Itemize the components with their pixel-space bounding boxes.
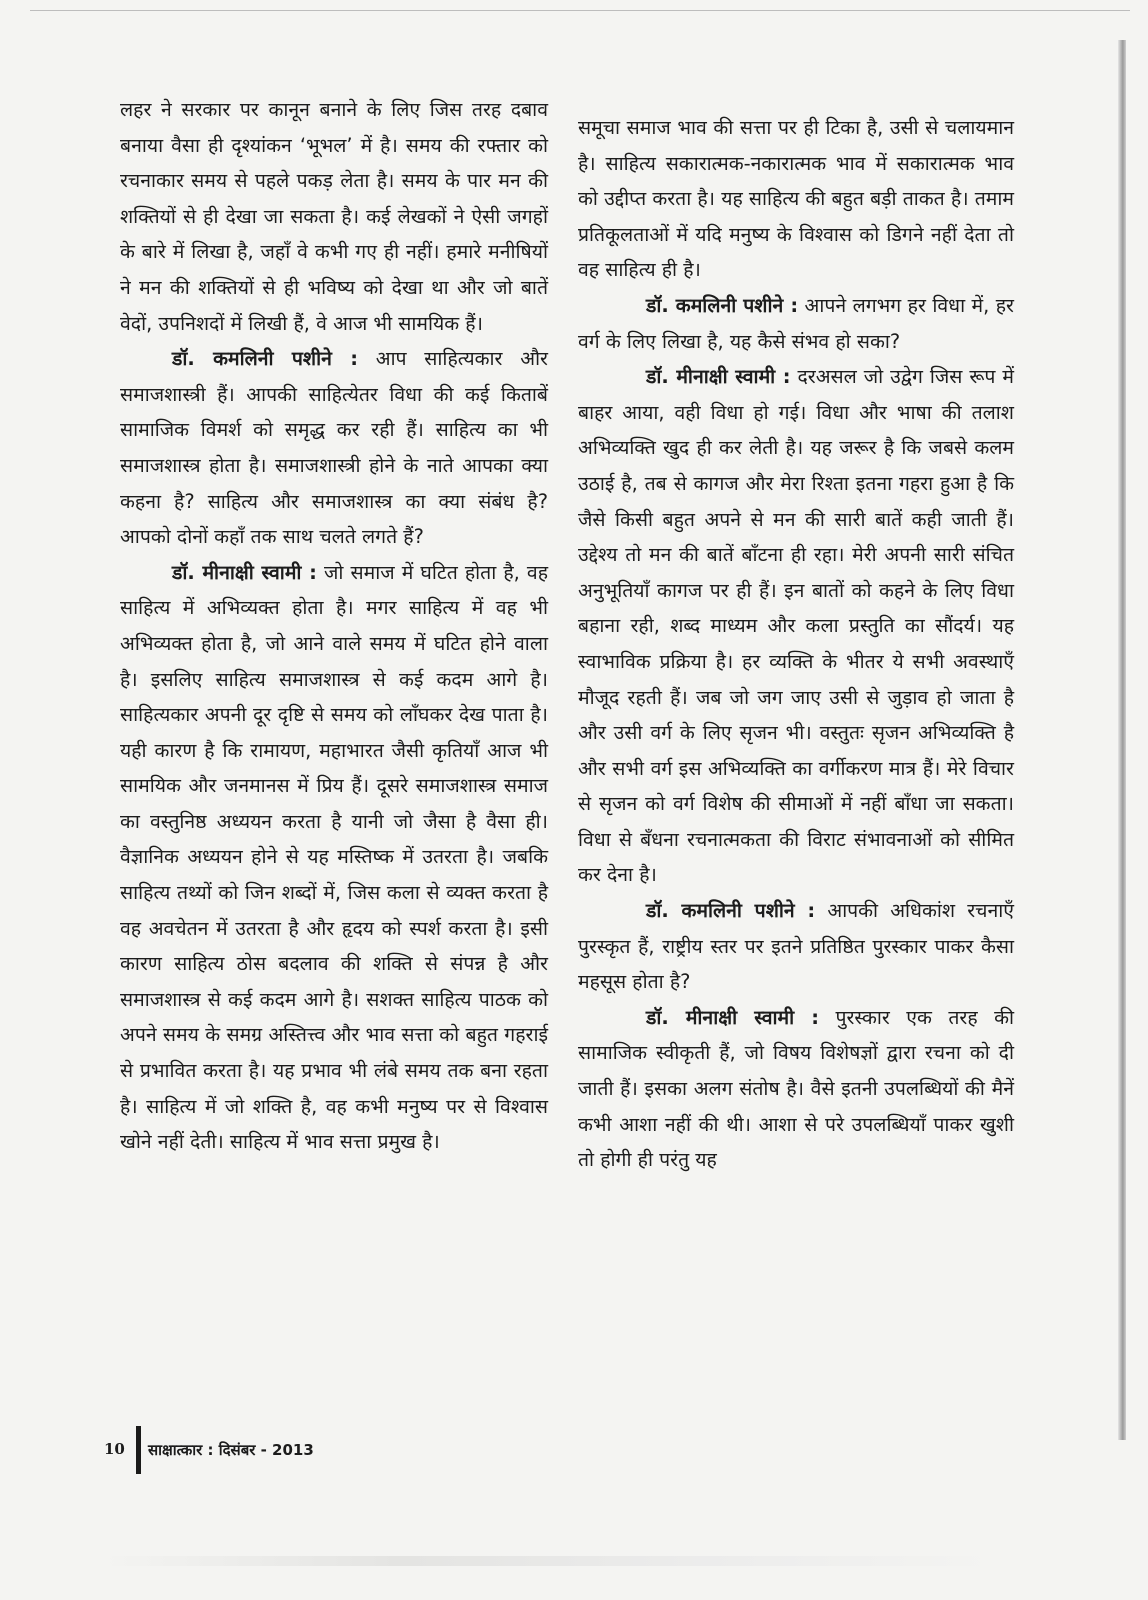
answer-3-speaker: डॉ. मीनाक्षी स्वामी :: [646, 1005, 819, 1029]
footer-divider: [136, 1426, 141, 1474]
question-3: [578, 893, 1014, 1000]
answer-3: [578, 1000, 1014, 1178]
left-column: [120, 92, 548, 1160]
answer-1: [120, 555, 548, 1160]
answer-1-text: जो समाज में घटित होता है, वह साहित्य में अभिव्यक्त होता है। मगर साहित्य में वह भी अभिव्यक्त होता है, जो आने वाले समय में घटित होने वाला है। इसलिए साहित्य समाजशास्त्र से कई कदम आगे है। साहित्यकार अपनी दूर दृष्टि से समय को लाँघकर देख पाता है। यही कारण है कि रामायण, महाभारत जैसी कृतियाँ आज भी सामयिक और जनमानस में प्रिय हैं। दूसरे समाजशास्त्र समाज का वस्तुनिष्ठ अध्ययन करता है यानी जो जैसा है वैसा ही। वैज्ञानिक अध्ययन होने से यह मस्तिष्क में उतरता है। जबकि साहित्य तथ्यों को जिन शब्दों में, जिस कला से व्यक्त करता है वह अवचेतन में उतरता है और हृदय को स्पर्श करता है। इसी कारण साहित्य ठोस बदलाव की शक्ति से संपन्न है और समाजशास्त्र से कई कदम आगे है। सशक्त साहित्य पाठक को अपने समय के समग्र अस्तित्त्व और भाव सत्ता को बहुत गहराई से प्रभावित करता है। यह प्रभाव भी लंबे समय तक बना रहता है। साहित्य में जो शक्ति है, वह कभी मनुष्य पर से विश्वास खोने नहीं देती। साहित्य में भाव सत्ता प्रमुख है।: [120, 560, 548, 1154]
right-paragraph-1: समूचा समाज भाव की सत्ता पर ही टिका है, उसी से चलायमान है। साहित्य सकारात्मक-नकारात्मक भाव में सकारात्मक भाव को उद्दीप्त करता है। यह साहित्य की बहुत बड़ी ताकत है। तमाम प्रतिकूलताओं में यदि मनुष्य के विश्वास को डिगने नहीं देता तो वह साहित्य ही है।: [578, 116, 1014, 282]
page-edge-shadow: [1118, 40, 1126, 1440]
question-3-speaker: डॉ. कमलिनी पशीने :: [646, 899, 816, 923]
question-3-text: आपकी अधिकांश रचनाएँ पुरस्कृत हैं, राष्ट्रीय स्तर पर इतने प्रतिष्ठित पुरस्कार पाकर कैसा महसूस होता है?: [578, 899, 1014, 994]
question-2: [578, 288, 1014, 359]
left-paragraph-1: लहर ने सरकार पर कानून बनाने के लिए जिस तरह दबाव बनाया वैसा ही दृश्यांकन ‘भूभल’ में है। समय की रफ्तार को रचनाकार समय से पहले पकड़ लेता है। समय के पार मन की शक्तियों से ही देखा जा सकता है। कई लेखकों ने ऐसी जगहों के बारे में लिखा है, जहाँ वे कभी गए ही नहीं। हमारे मनीषियों ने मन की शक्तियों से ही भविष्य को देखा था और जो बातें वेदों, उपनिशदों में लिखी हैं, वे आज भी सामयिक हैं।: [120, 98, 548, 335]
scan-shadow: [100, 1556, 1000, 1566]
answer-3-text: पुरस्कार एक तरह की सामाजिक स्वीकृती हैं, जो विषय विशेषज्ञों द्वारा रचना को दी जाती हैं। इसका अलग संतोष है। वैसे इतनी उपलब्धियों की मैनें कभी आशा नहीं की थी। आशा से परे उपलब्धियाँ पाकर खुशी तो होगी ही परंतु यह: [578, 1005, 1015, 1172]
answer-1-speaker: डॉ. मीनाक्षी स्वामी :: [172, 560, 317, 584]
answer-2-text: दरअसल जो उद्वेग जिस रूप में बाहर आया, वही विधा हो गई। विधा और भाषा की तलाश अभिव्यक्ति खुद ही कर लेती है। यह जरूर है कि जबसे कलम उठाई है, तब से कागज और मेरा रिश्ता इतना गहरा हुआ है कि जैसे किसी बहुत अपने से मन की सारी बातें कही जाती हैं। उद्देश्य तो मन की बातें बाँटना ही रहा। मेरी अपनी सारी संचित अनुभूतियाँ कागज पर ही हैं। इन बातों को कहने के लिए विधा बहाना रही, शब्द माध्यम और कला प्रस्तुति का सौंदर्य। यह स्वाभाविक प्रक्रिया है। हर व्यक्ति के भीतर ये सभी अवस्थाएँ मौजूद रहती हैं। जब जो जग जाए उसी से जुड़ाव हो जाता है और उसी वर्ग के लिए सृजन भी। वस्तुतः सृजन अभिव्यक्ति है और सभी वर्ग इस अभिव्यक्ति का वर्गीकरण मात्र हैं। मेरे विचार से सृजन को वर्ग विशेष की सीमाओं में नहीं बाँधा जा सकता। विधा से बँधना रचनात्मकता की विराट संभावनाओं को सीमित कर देना है।: [578, 365, 1014, 887]
question-1-speaker: डॉ. कमलिनी पशीने :: [172, 347, 358, 371]
question-2-text: आपने लगभग हर विधा में, हर वर्ग के लिए लिखा है, यह कैसे संभव हो सका?: [578, 293, 1014, 353]
answer-2: [578, 359, 1014, 893]
question-1: [120, 341, 548, 555]
question-1-text: आप साहित्यकार और समाजशास्त्री हैं। आपकी साहित्येतर विधा की कई किताबें सामाजिक विमर्श को समृद्ध कर रही हैं। साहित्य का भी समाजशास्त्र होता है। समाजशास्त्री होने के नाते आपका क्या कहना है? साहित्य और समाजशास्त्र का क्या संबंध है? आपको दोनों कहाँ तक साथ चलते लगते हैं?: [120, 347, 548, 549]
magazine-issue: साक्षात्कार : दिसंबर - 2013: [148, 1441, 314, 1459]
question-2-speaker: डॉ. कमलिनी पशीने :: [646, 293, 799, 317]
right-column: [578, 110, 1014, 1178]
top-rule: [30, 10, 1130, 11]
page-number: 10: [104, 1440, 125, 1458]
answer-2-speaker: डॉ. मीनाक्षी स्वामी :: [646, 365, 791, 389]
